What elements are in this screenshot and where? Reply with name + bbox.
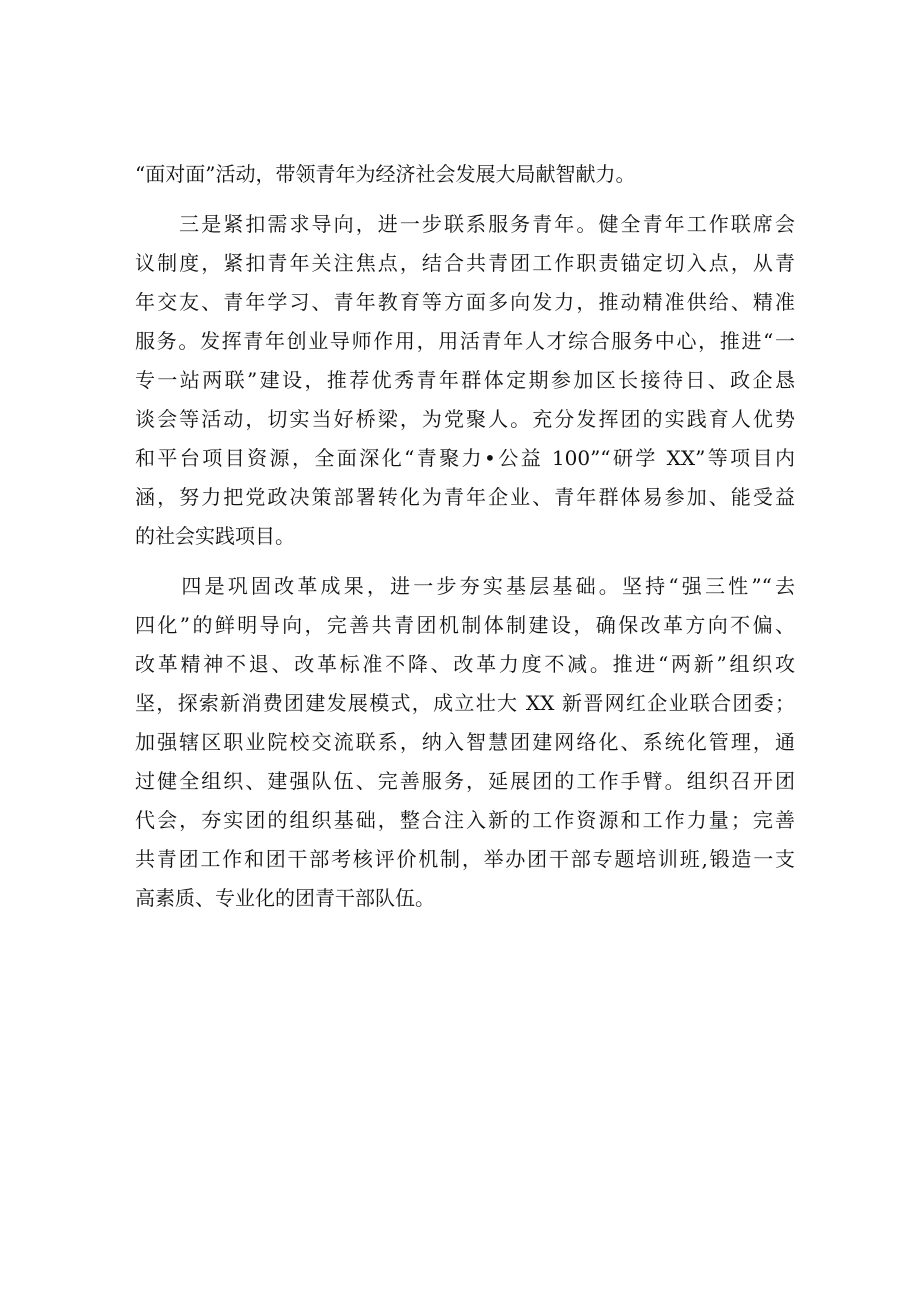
text-line: 坚，探索新消费团建发展模式，成立壮大 XX 新晋网红企业联合团委； bbox=[135, 691, 795, 715]
text-line: 三是紧扣需求导向，进一步联系服务青年。健全青年工作联席会 bbox=[135, 212, 795, 236]
text-line: 涵，努力把党政决策部署转化为青年企业、青年群体易参加、能受益 bbox=[135, 485, 795, 509]
text-line: 加强辖区职业院校交流联系，纳入智慧团建网络化、系统化管理，通 bbox=[135, 730, 795, 754]
paragraph-continued bbox=[135, 155, 795, 194]
paragraph-reform-results bbox=[135, 567, 795, 918]
text-line: 四是巩固改革成果，进一步夯实基层基础。坚持“强三性”“去 bbox=[135, 574, 795, 598]
text-line: 代会，夯实团的组织基础，整合注入新的工作资源和工作力量；完善 bbox=[135, 808, 795, 832]
text-line: 年交友、青年学习、青年教育等方面多向发力，推动精准供给、精准 bbox=[135, 290, 795, 314]
text-line: 的社会实践项目。 bbox=[135, 524, 295, 548]
paragraph-spacing bbox=[135, 556, 795, 567]
text-line: 谈会等活动，切实当好桥梁，为党聚人。充分发挥团的实践育人优势 bbox=[135, 407, 795, 431]
document-body bbox=[135, 155, 795, 918]
text-line: 和平台项目资源，全面深化“青聚力•公益 100”“研学 XX”等项目内 bbox=[135, 446, 795, 470]
paragraph-needs-oriented bbox=[135, 205, 795, 556]
text-line: 四化”的鲜明导向，完善共青团机制体制建设，确保改革方向不偏、 bbox=[135, 613, 795, 637]
text-line: 服务。发挥青年创业导师作用，用活青年人才综合服务中心，推进“一 bbox=[135, 329, 795, 353]
text-line: 议制度，紧扣青年关注焦点，结合共青团工作职责锚定切入点，从青 bbox=[135, 251, 795, 275]
text-line: 高素质、专业化的团青干部队伍。 bbox=[135, 886, 435, 910]
text-line: 过健全组织、建强队伍、完善服务，延展团的工作手臂。组织召开团 bbox=[135, 769, 795, 793]
text-line: 共青团工作和团干部考核评价机制，举办团干部专题培训班,锻造一支 bbox=[135, 847, 795, 871]
text-line: 改革精神不退、改革标准不降、改革力度不减。推进“两新”组织攻 bbox=[135, 652, 795, 676]
text-line: “面对面”活动，带领青年为经济社会发展大局献智献力。 bbox=[135, 162, 636, 186]
paragraph-spacing bbox=[135, 194, 795, 205]
text-line: 专一站两联”建设，推荐优秀青年群体定期参加区长接待日、政企恳 bbox=[135, 368, 795, 392]
